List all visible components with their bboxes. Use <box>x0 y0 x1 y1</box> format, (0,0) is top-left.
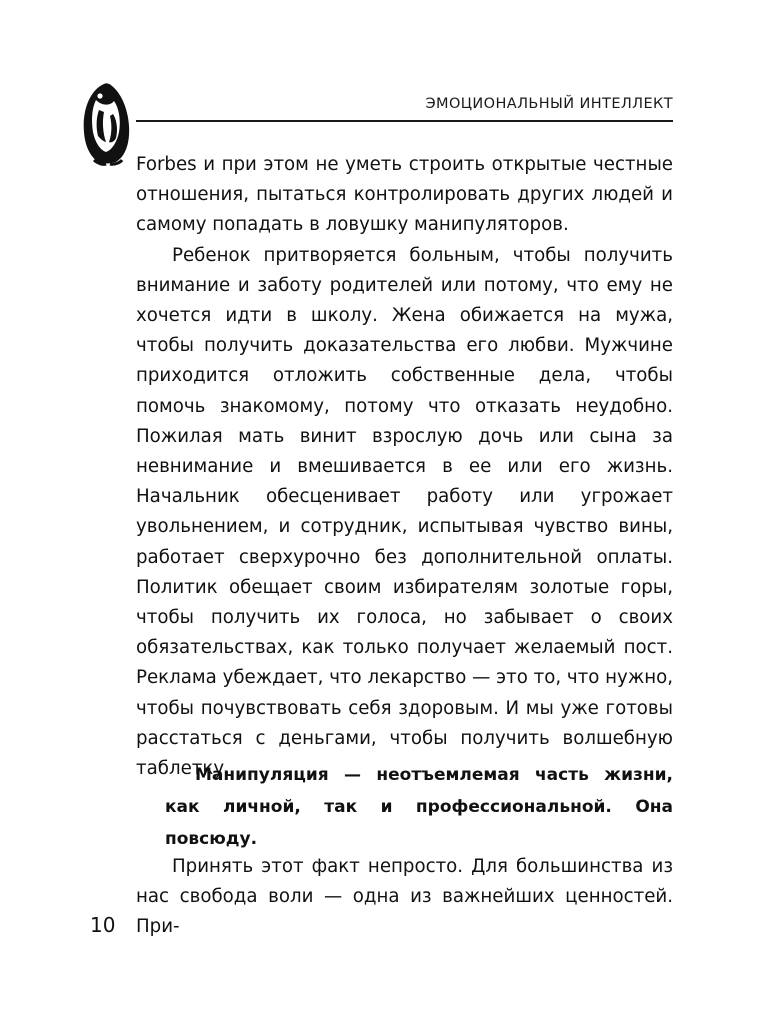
header-divider <box>136 120 673 122</box>
body-text-top <box>136 150 673 784</box>
running-header-title: ЭМОЦИОНАЛЬНЫЙ ИНТЕЛЛЕКТ <box>425 96 673 112</box>
paragraph-continued: Forbes и при этом не уметь строить открытые честные отношения, пытаться контролировать других людей и самому попадать в ловушку манипуляторов. <box>136 154 673 236</box>
penguin-icon <box>76 80 138 166</box>
page-number: 10 <box>90 913 116 937</box>
paragraph-examples: Ребенок притворяется больным, чтобы получить внимание и заботу родителей или потому, что ему не хочется идти в школу. Жена обижается на мужа, чтобы получить доказательства его любви. Мужчине приходится отложить собственные дела, чтобы помочь знакомому, потому что отказать неудобно. Пожилая мать винит взрослую дочь или сына за невнимание и вмешивается в ее или его жизнь. Начальник обесценивает работу или угрожает увольнением, и сотрудник, испытывая чувство вины, работает сверхурочно без дополнительной оплаты. Политик обещает своим избирателям золотые горы, чтобы получить их голоса, но забывает о своих обязательствах, как только получает желаемый пост. Реклама убеждает, что лекарство — это то, что нужно, чтобы почувствовать себя здоровым. И мы уже готовы расстаться с деньгами, чтобы получить волшебную таблетку. <box>136 244 673 780</box>
body-text-bottom <box>136 852 673 943</box>
paragraph-continuing: Принять этот факт непросто. Для большинства из нас свобода воли — одна из важнейших ценностей. При- <box>136 856 673 938</box>
callout-quote: Манипуляция — неотъемлемая часть жизни, как личной, так и профессиональной. Она повсюду. <box>165 765 673 849</box>
